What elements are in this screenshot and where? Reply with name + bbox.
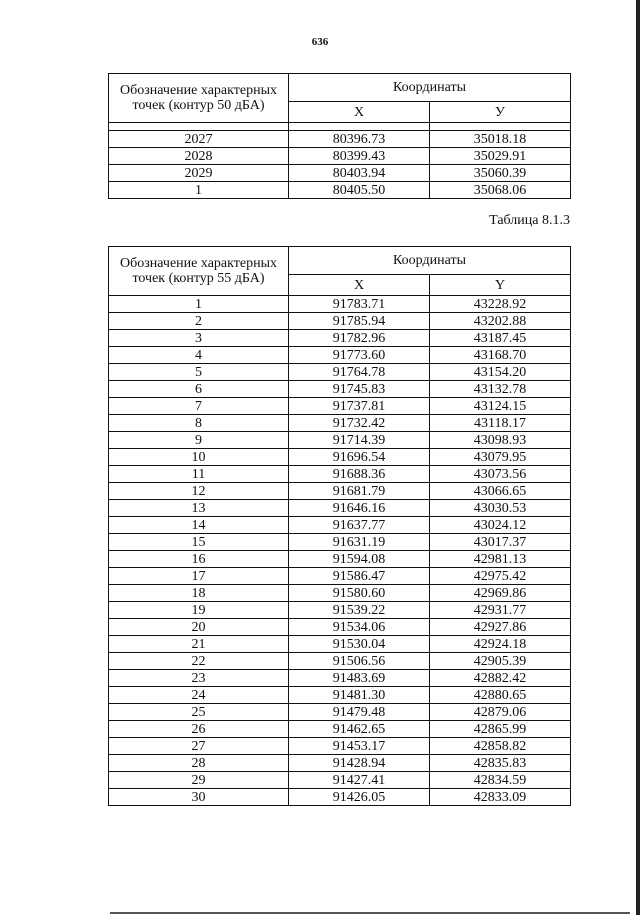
header-point-label: Обозначение характерных точек (контур 50 дБА) xyxy=(109,74,289,123)
cell-y: 42879.06 xyxy=(430,704,571,721)
cell-point: 20 xyxy=(109,619,289,636)
cell-x: 80399.43 xyxy=(289,148,430,165)
cell-x: 91646.16 xyxy=(289,500,430,517)
cell-point: 30 xyxy=(109,789,289,806)
cell-x: 80405.50 xyxy=(289,182,430,199)
cell-point: 21 xyxy=(109,636,289,653)
cell-point: 1 xyxy=(109,296,289,313)
table-row xyxy=(109,772,571,789)
cell-point: 12 xyxy=(109,483,289,500)
table-row xyxy=(109,687,571,704)
cell-x: 91637.77 xyxy=(289,517,430,534)
cell-x: 91783.71 xyxy=(289,296,430,313)
table-row xyxy=(109,653,571,670)
header-x: X xyxy=(289,275,430,296)
cell-x: 91506.56 xyxy=(289,653,430,670)
table-row xyxy=(109,364,571,381)
table-row xyxy=(109,296,571,313)
table-row xyxy=(109,330,571,347)
cell-point: 2028 xyxy=(109,148,289,165)
page-number: 636 xyxy=(311,36,329,48)
table-row xyxy=(109,636,571,653)
cell-x: 91764.78 xyxy=(289,364,430,381)
cell-point: 15 xyxy=(109,534,289,551)
cell-point: 8 xyxy=(109,415,289,432)
table-row xyxy=(109,398,571,415)
cell-y: 42858.82 xyxy=(430,738,571,755)
cell-x: 91539.22 xyxy=(289,602,430,619)
header-coordinates: Координаты xyxy=(289,74,571,102)
table-body xyxy=(109,296,571,806)
header-y: Y xyxy=(430,275,571,296)
cell-y: 42834.59 xyxy=(430,772,571,789)
cell-x: 80403.94 xyxy=(289,165,430,182)
cell-point: 9 xyxy=(109,432,289,449)
cell-point: 10 xyxy=(109,449,289,466)
table-row xyxy=(109,602,571,619)
cell-point: 22 xyxy=(109,653,289,670)
cell-point: 29 xyxy=(109,772,289,789)
cell-x: 91745.83 xyxy=(289,381,430,398)
table-row xyxy=(109,551,571,568)
cell-x: 91688.36 xyxy=(289,466,430,483)
table-row xyxy=(109,432,571,449)
header-coordinates: Координаты xyxy=(289,247,571,275)
cell-y: 43228.92 xyxy=(430,296,571,313)
cell-point: 1 xyxy=(109,182,289,199)
table-row xyxy=(109,415,571,432)
cell-y: 43202.88 xyxy=(430,313,571,330)
cell-x: 91427.41 xyxy=(289,772,430,789)
cell-y: 42833.09 xyxy=(430,789,571,806)
cell-point: 2 xyxy=(109,313,289,330)
cell-y: 43017.37 xyxy=(430,534,571,551)
table-row xyxy=(109,313,571,330)
table-row xyxy=(109,534,571,551)
cell-y: 35068.06 xyxy=(430,182,571,199)
cell-y: 35060.39 xyxy=(430,165,571,182)
cell-x: 91594.08 xyxy=(289,551,430,568)
scan-bottom-line xyxy=(110,912,630,914)
cell-y: 43168.70 xyxy=(430,347,571,364)
table-row xyxy=(109,585,571,602)
cell-x: 91773.60 xyxy=(289,347,430,364)
cell-x: 91714.39 xyxy=(289,432,430,449)
cell-point: 17 xyxy=(109,568,289,585)
coordinates-table-50dba xyxy=(108,73,571,199)
header-x: X xyxy=(289,102,430,123)
cell-point: 2027 xyxy=(109,131,289,148)
cell-y: 42835.83 xyxy=(430,755,571,772)
table-row xyxy=(109,755,571,772)
cell-y: 42905.39 xyxy=(430,653,571,670)
cell-point: 6 xyxy=(109,381,289,398)
cell-y: 42865.99 xyxy=(430,721,571,738)
cell-x: 91453.17 xyxy=(289,738,430,755)
cell-y: 42927.86 xyxy=(430,619,571,636)
table-body xyxy=(109,123,571,199)
cell-y: 42882.42 xyxy=(430,670,571,687)
table-row xyxy=(109,131,571,148)
cell-point: 7 xyxy=(109,398,289,415)
cell-point: 16 xyxy=(109,551,289,568)
cell-x: 91479.48 xyxy=(289,704,430,721)
cell-point: 5 xyxy=(109,364,289,381)
cell-x: 91462.65 xyxy=(289,721,430,738)
header-point-label: Обозначение характерных точек (контур 55 дБА) xyxy=(109,247,289,296)
table-row xyxy=(109,500,571,517)
cell-y: 42931.77 xyxy=(430,602,571,619)
cell-point: 13 xyxy=(109,500,289,517)
cell-y: 43079.95 xyxy=(430,449,571,466)
cell-y: 42880.65 xyxy=(430,687,571,704)
table-row xyxy=(109,619,571,636)
cell-x: 91681.79 xyxy=(289,483,430,500)
coordinates-table-55dba xyxy=(108,246,571,806)
cell-y: 35018.18 xyxy=(430,131,571,148)
cell-y: 43187.45 xyxy=(430,330,571,347)
cell-x: 91631.19 xyxy=(289,534,430,551)
table-caption: Таблица 8.1.3 xyxy=(489,213,570,228)
table-row xyxy=(109,670,571,687)
table-row xyxy=(109,182,571,199)
cell-x: 91534.06 xyxy=(289,619,430,636)
table-row xyxy=(109,449,571,466)
cell-x: 91732.42 xyxy=(289,415,430,432)
cell-y: 42975.42 xyxy=(430,568,571,585)
cell-y: 43073.56 xyxy=(430,466,571,483)
cell-y: 43024.12 xyxy=(430,517,571,534)
table-row xyxy=(109,517,571,534)
cell-y: 42969.86 xyxy=(430,585,571,602)
table-row xyxy=(109,721,571,738)
cell-x: 80396.73 xyxy=(289,131,430,148)
cell-point: 24 xyxy=(109,687,289,704)
cell-x: 91426.05 xyxy=(289,789,430,806)
cell-y: 43098.93 xyxy=(430,432,571,449)
scan-edge xyxy=(636,0,640,915)
cell-point: 23 xyxy=(109,670,289,687)
cell-y: 43030.53 xyxy=(430,500,571,517)
cell-point: 11 xyxy=(109,466,289,483)
cell-x: 91580.60 xyxy=(289,585,430,602)
cell-x: 91483.69 xyxy=(289,670,430,687)
cell-point: 25 xyxy=(109,704,289,721)
cell-x: 91428.94 xyxy=(289,755,430,772)
cell-x: 91586.47 xyxy=(289,568,430,585)
table-row xyxy=(109,381,571,398)
table-row xyxy=(109,347,571,364)
cell-point: 18 xyxy=(109,585,289,602)
cell-point: 2029 xyxy=(109,165,289,182)
cell-point: 28 xyxy=(109,755,289,772)
table-row xyxy=(109,483,571,500)
table-row xyxy=(109,165,571,182)
cell-y: 43154.20 xyxy=(430,364,571,381)
cell-point: 27 xyxy=(109,738,289,755)
cell-x: 91782.96 xyxy=(289,330,430,347)
table-row xyxy=(109,789,571,806)
cell-x: 91481.30 xyxy=(289,687,430,704)
cell-x: 91737.81 xyxy=(289,398,430,415)
cell-x: 91785.94 xyxy=(289,313,430,330)
cell-y: 43132.78 xyxy=(430,381,571,398)
cell-point: 19 xyxy=(109,602,289,619)
cell-y: 42924.18 xyxy=(430,636,571,653)
cell-y: 43066.65 xyxy=(430,483,571,500)
cell-point: 14 xyxy=(109,517,289,534)
cell-y: 42981.13 xyxy=(430,551,571,568)
table-row xyxy=(109,568,571,585)
cell-x: 91696.54 xyxy=(289,449,430,466)
cell-y: 43118.17 xyxy=(430,415,571,432)
cell-point: 26 xyxy=(109,721,289,738)
cell-point: 4 xyxy=(109,347,289,364)
cell-y: 35029.91 xyxy=(430,148,571,165)
cell-y: 43124.15 xyxy=(430,398,571,415)
table-row xyxy=(109,704,571,721)
table-row xyxy=(109,148,571,165)
table-row xyxy=(109,738,571,755)
cell-point: 3 xyxy=(109,330,289,347)
cell-x: 91530.04 xyxy=(289,636,430,653)
table-row xyxy=(109,466,571,483)
header-y: У xyxy=(430,102,571,123)
